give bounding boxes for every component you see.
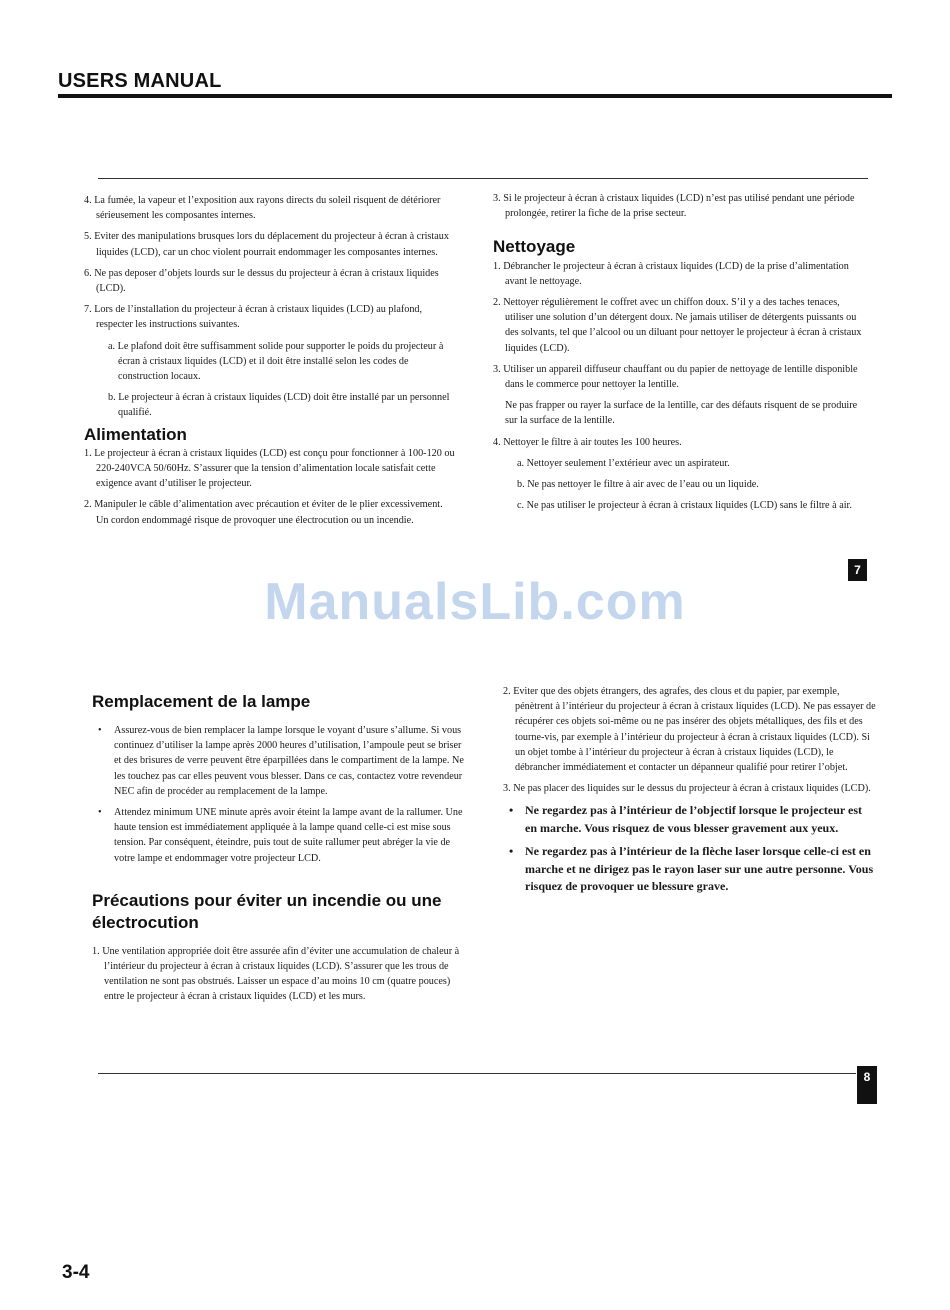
section-rule-top [98,178,868,179]
list-subitem: b. Ne pas nettoyer le filtre à air avec de l’eau ou un liquide. [517,479,759,491]
list-subitem: a. Le plafond doit être suffisamment solide pour supporter le poids du projecteur à écran à cristaux liquides (LCD) et il doit être installé selon les codes de construction locaux. [108,340,444,383]
watermark-text: ManualsLib.com [264,573,686,631]
fire-heading: Précautions pour éviter un incendie ou une électrocution [92,890,442,932]
list-item: 2. Eviter que des objets étrangers, des agrafes, des clous et du papier, par exemple, pénètrent à l’intérieur du projecteur à écran à cristaux liquides (LCD). Ne pas essayer de récupérer ces objets soi-même ou ne pas insérer des objets métalliques, des fils et des tourne-vis, par exemple à l’intérieur du projecteur à écran à cristaux liquides (LCD). Si un objet tombe à l’intérieur du projecteur à écran à cristaux liquides (LCD), le débrancher immédiatement et contacter un dépanneur qualifié pour retirer l’objet. [503,686,876,774]
list-subitem: b. Le projecteur à écran à cristaux liquides (LCD) doit être installé par un personnel qualifié. [108,392,450,419]
list-item: 6. Ne pas deposer d’objets lourds sur le dessus du projecteur à écran à cristaux liquides (LCD). [84,267,439,295]
list-item: 1. Une ventilation appropriée doit être assurée afin d’éviter une accumulation de chaleur à l’intérieur du projecteur à écran à cristaux liquides (LCD). S’assurer que les trous de ventilation ne sont pas obstrués. Laisser un espace d’au moins 10 cm (quatre pouces) entre le projecteur à écran à cristaux liquides (LCD) et les murs. [92,945,460,1003]
list-item: 7. Lors de l’installation du projecteur à écran à cristaux liquides (LCD) au plafond, respecter les instructions suivantes. [84,304,423,331]
lamp-heading: Remplacement de la lampe [92,692,311,711]
warning-bullet: • Ne regardez pas à l’intérieur de la flèche laser lorsque celle-ci est en marche et ne dirigez pas le rayon laser sur une autre personne. Vous risquez de provoquer ue blessure grave. [503,843,877,896]
list-item: 5. Eviter des manipulations brusques lors du déplacement du projecteur à écran à cristaux liquides (LCD), car un choc violent pourrait endommager les composantes internes. [84,231,449,258]
lens-note: Ne pas frapper ou rayer la surface de la lentille, car des défauts risquent de se produire sur la surface de la lentille. [505,400,858,427]
alimentation-heading: Alimentation [84,424,187,444]
top-left-column [84,193,456,534]
bullet-item: • Assurez-vous de bien remplacer la lampe lorsque le voyant d’usure s’allume. Si vous continuez d’utiliser la lampe après 2000 heures d’utilisation, l’ampoule peut se briser et des brisures de verre peuvent être éparpillées dans le compartiment de la lampe. Ne les touchez pas car elles peuvent vous blesser. Dans ce cas, contactez votre revendeur NEC afin de procéder au remplacement de la lampe. [92,723,468,799]
nettoyage-heading: Nettoyage [493,237,576,257]
list-subitem: c. Ne pas utiliser le projecteur à écran à cristaux liquides (LCD) sans le filtre à air. [517,500,852,512]
list-item: 3. Ne pas placer des liquides sur le dessus du projecteur à écran à cristaux liquides (LCD). [503,783,871,795]
list-item: 3. Utiliser un appareil diffuseur chauffant ou du papier de nettoyage de lentille disponible dans le commerce pour nettoyer la lentille. [493,363,858,391]
header-rule [58,94,892,98]
list-item: 4. Nettoyer le filtre à air toutes les 100 heures. [493,436,682,448]
page-badge: 8 [857,1066,877,1104]
bullet-item: • Attendez minimum UNE minute après avoir éteint la lampe avant de la rallumer. Une haute tension est immédiatement appliquée à la lampe quand celle-ci est mise sous tension. Par conséquent, éteindre, puis tout de suite rallumer peut abréger la vie de votre lampe et endommager votre projecteur LCD. [92,805,468,866]
list-subitem: a. Nettoyer seulement l’extérieur avec un aspirateur. [517,457,730,469]
list-item: 3. Si le projecteur à écran à cristaux liquides (LCD) n’est pas utilisé pendant une période prolongée, retirer la fiche de la prise secteur. [493,193,855,220]
list-item: 4. La fumée, la vapeur et l’exposition aux rayons directs du soleil risquent de détériorer sérieusement les composantes internes. [84,195,441,222]
warning-bullet: • Ne regardez pas à l’intérieur de l’objectif lorsque le projecteur est en marche. Vous risquez de vous blesser gravement aux yeux. [503,802,877,837]
list-item: 1. Le projecteur à écran à cristaux liquides (LCD) est conçu pour fonctionner à 100-120 ou 220-240VCA 50/60Hz. S’assurer que la tension d’alimentation locale satisfait cette exigence avant d’utiliser le projecteur. [84,447,455,490]
bottom-left-column [92,685,468,1011]
page-number: 3-4 [62,1262,90,1283]
section-rule-bottom [98,1073,856,1074]
page-badge: 7 [848,559,867,581]
manual-title: USERS MANUAL [58,70,222,92]
list-item: 2. Nettoyer régulièrement le coffret avec un chiffon doux. S’il y a des taches tenaces, utiliser une solution d’un détergent doux. Ne jamais utiliser de détergents puissants ou des solvants, tel que l’alcool ou un diluant pour nettoyer le projecteur à écran à cristaux liquides (LCD). [493,297,862,354]
top-right-column [493,191,867,519]
list-item: 2. Manipuler le câble d’alimentation avec précaution et éviter de le plier excessivement. Un cordon endommagé risque de provoquer une électrocution ou un incendie. [84,499,443,526]
list-item: 1. Débrancher le projecteur à écran à cristaux liquides (LCD) de la prise d’alimentation avant le nettoyage. [493,260,849,287]
bottom-right-column [503,684,877,902]
